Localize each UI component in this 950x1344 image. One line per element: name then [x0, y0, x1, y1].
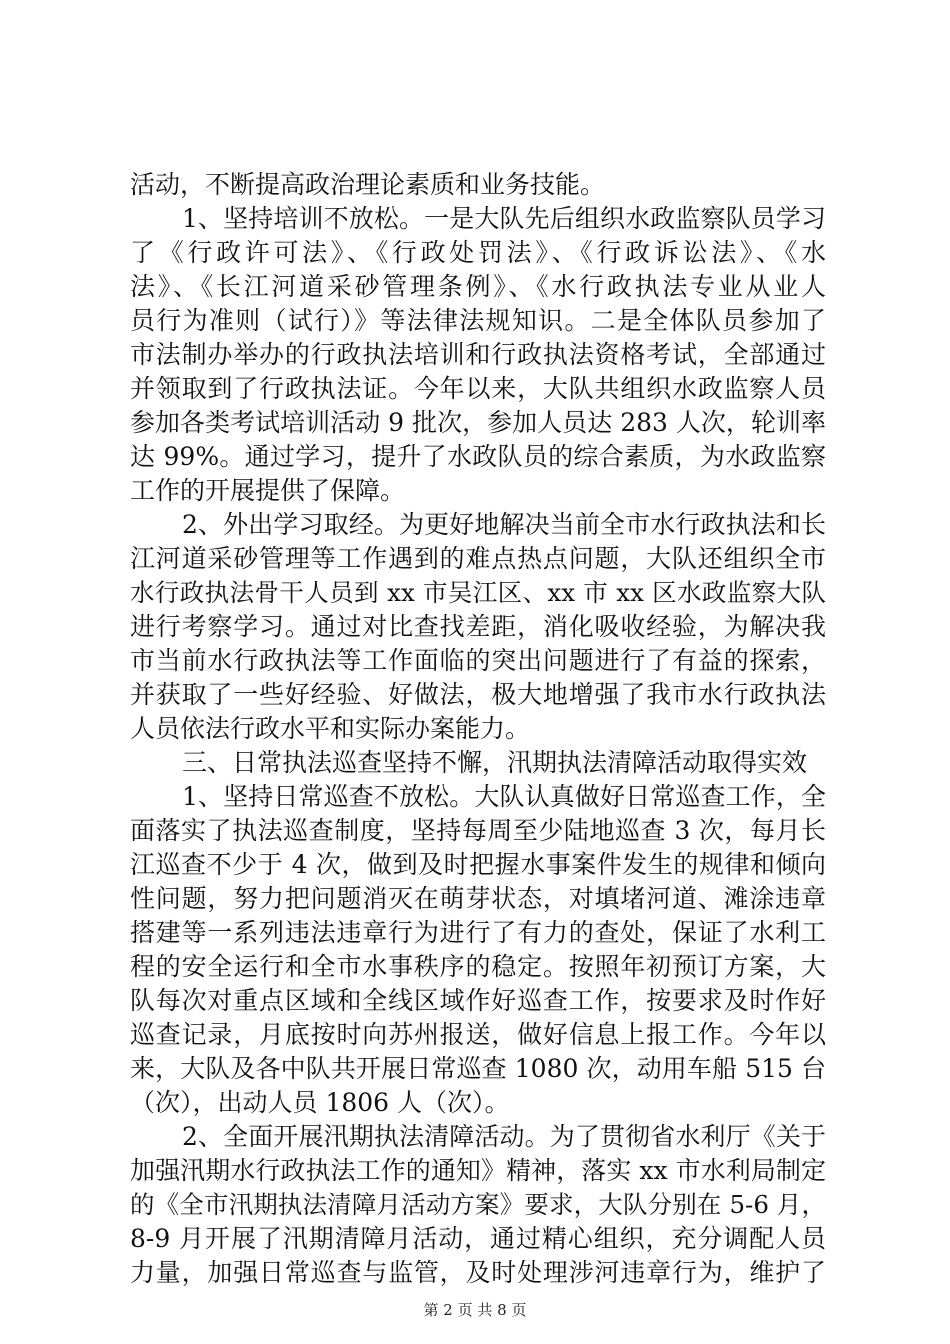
text-line: 来，大队及各中队共开展日常巡查 1080 次，动用车船 515 台	[130, 1054, 826, 1083]
text-line: 力量，加强日常巡查与监管，及时处理涉河违章行为，维护了	[130, 1258, 826, 1287]
text-line: 面落实了执法巡查制度，坚持每周至少陆地巡查 3 次，每月长	[130, 816, 826, 845]
text-line: 参加各类考试培训活动 9 批次，参加人员达 283 人次，轮训率	[130, 408, 826, 437]
text-line: 法》、《长江河道采砂管理条例》、《水行政执法专业从业人	[130, 272, 826, 301]
text-line: 江巡查不少于 4 次，做到及时把握水事案件发生的规律和倾向	[130, 850, 826, 879]
text-line: 江河道采砂管理等工作遇到的难点热点问题，大队还组织全市	[130, 544, 826, 573]
text-line: 活动，不断提高政治理论素质和业务技能。	[130, 170, 606, 199]
text-line: 市法制办举办的行政执法培训和行政执法资格考试，全部通过	[130, 340, 826, 369]
text-line: 程的安全运行和全市水事秩序的稳定。按照年初预订方案，大	[130, 952, 826, 981]
text-line: 市当前水行政执法等工作面临的突出问题进行了有益的探索，	[130, 646, 826, 675]
text-line: 工作的开展提供了保障。	[130, 476, 406, 505]
text-line: 巡查记录，月底按时向苏州报送，做好信息上报工作。今年以	[130, 1020, 826, 1049]
text-line: 达 99%。通过学习，提升了水政队员的综合素质，为水政监察	[130, 442, 826, 471]
text-line: 的《全市汛期执法清障月活动方案》要求，大队分别在 5-6 月，	[130, 1190, 826, 1219]
document-body	[130, 168, 826, 1290]
text-line: 三、日常执法巡查坚持不懈，汛期执法清障活动取得实效	[182, 748, 808, 777]
text-line: 2、全面开展汛期执法清障活动。为了贯彻省水利厅《关于	[182, 1122, 826, 1151]
text-line: 加强汛期水行政执法工作的通知》精神，落实 xx 市水利局制定	[130, 1156, 826, 1185]
page-footer: 第 2 页 共 8 页	[423, 1301, 527, 1319]
text-line: 8-9 月开展了汛期清障月活动，通过精心组织，充分调配人员	[130, 1224, 826, 1253]
text-line: （次），出动人员 1806 人（次）。	[130, 1088, 510, 1117]
text-line: 1、坚持培训不放松。一是大队先后组织水政监察队员学习	[182, 204, 826, 233]
text-line: 1、坚持日常巡查不放松。大队认真做好日常巡查工作，全	[182, 782, 826, 811]
text-line: 搭建等一系列违法违章行为进行了有力的查处，保证了水利工	[130, 918, 826, 947]
text-line: 并领取到了行政执法证。今年以来，大队共组织水政监察人员	[130, 374, 826, 403]
text-line: 进行考察学习。通过对比查找差距，消化吸收经验，为解决我	[130, 612, 826, 641]
text-line: 人员依法行政水平和实际办案能力。	[130, 714, 531, 743]
text-line: 并获取了一些好经验、好做法，极大地增强了我市水行政执法	[130, 680, 826, 709]
text-line: 了《行政许可法》、《行政处罚法》、《行政诉讼法》、《水	[130, 238, 826, 267]
text-line: 2、外出学习取经。为更好地解决当前全市水行政执法和长	[182, 510, 826, 539]
text-line: 水行政执法骨干人员到 xx 市吴江区、xx 市 xx 区水政监察大队	[130, 578, 826, 607]
text-line: 员行为准则（试行）》等法律法规知识。二是全体队员参加了	[130, 306, 826, 335]
text-line: 队每次对重点区域和全线区域作好巡查工作，按要求及时作好	[130, 986, 826, 1015]
text-line: 性问题，努力把问题消灭在萌芽状态，对填堵河道、滩涂违章	[130, 884, 826, 913]
